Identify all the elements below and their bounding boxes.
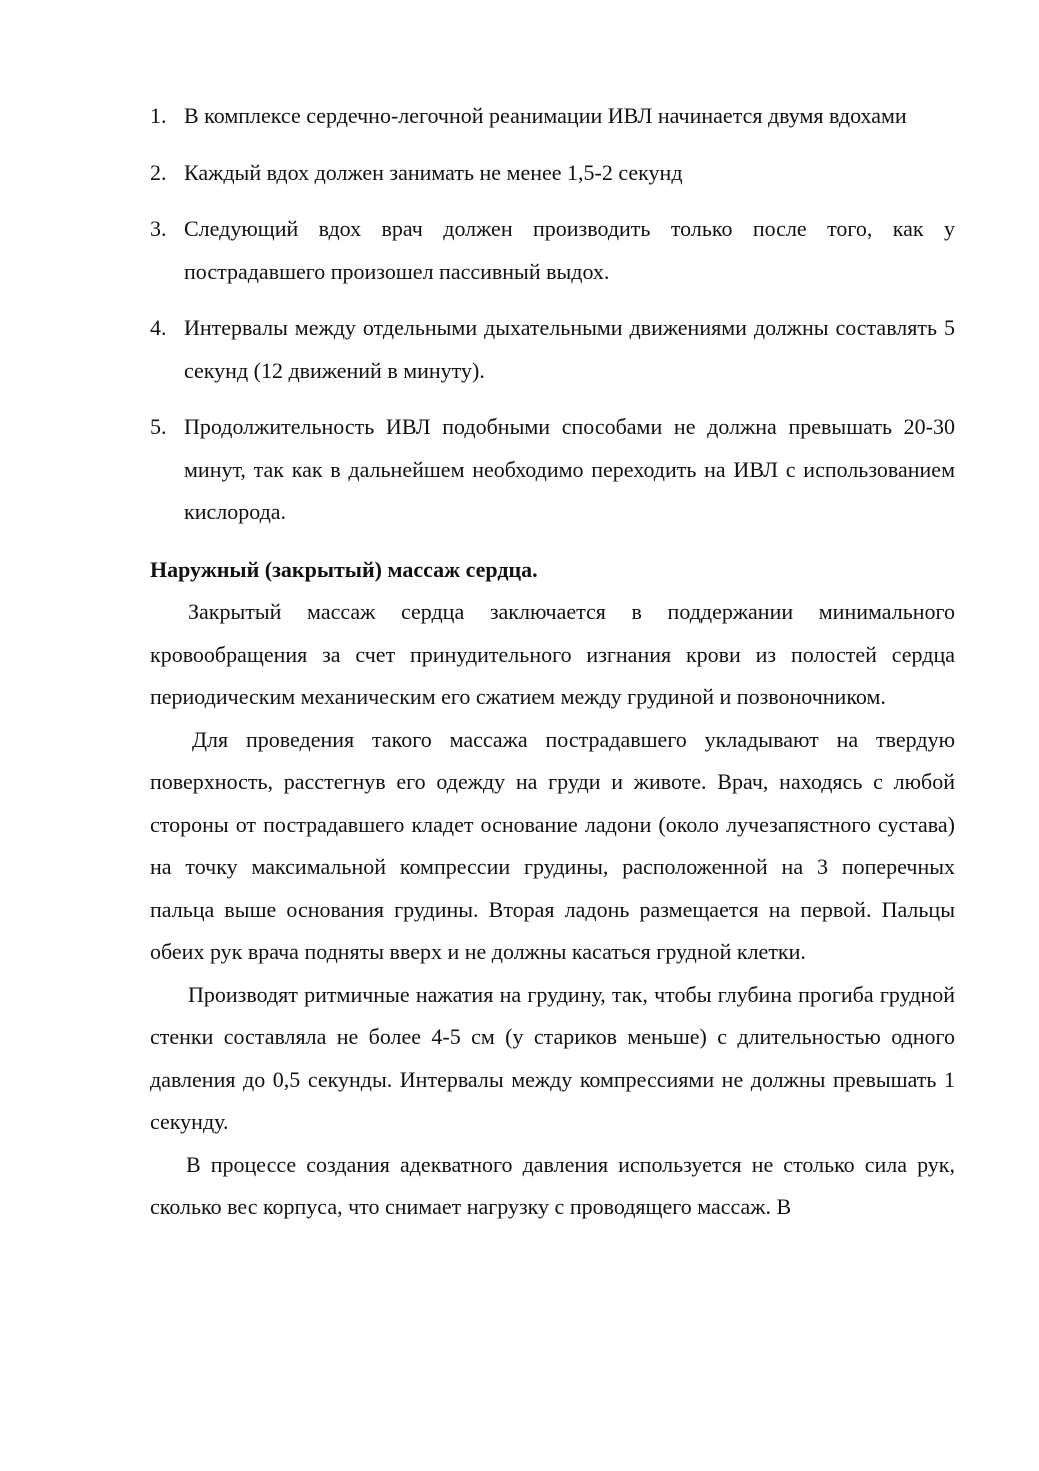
list-item bbox=[150, 95, 955, 138]
section-heading: Наружный (закрытый) массаж сердца. bbox=[150, 556, 538, 582]
list-item-text: Следующий вдох врач должен производить только после того, как у пострадавшего произошел пассивный выдох. bbox=[184, 216, 955, 284]
paragraph: Производят ритмичные нажатия на грудину, так, чтобы глубина прогиба грудной стенки составляла не более 4-5 см (у стариков меньше) с длительностью одного давления до 0,5 секунды. Интервалы между компрессиями не должны превышать 1 секунду. bbox=[150, 981, 955, 1134]
list-item-number: 2. bbox=[150, 159, 167, 185]
list-item-number: 4. bbox=[150, 315, 167, 340]
list-item-number: 3. bbox=[150, 216, 167, 241]
list-item bbox=[150, 208, 955, 293]
numbered-list bbox=[150, 95, 955, 534]
list-item-text: Интервалы между отдельными дыхательными движениями должны составлять 5 секунд (12 движений в минуту). bbox=[184, 315, 955, 383]
list-item-number: 5. bbox=[150, 414, 167, 439]
page-content bbox=[150, 95, 955, 1229]
list-item-number: 1. bbox=[150, 103, 167, 128]
list-item-text: В комплексе сердечно-легочной реанимации ИВЛ начинается двумя вдохами bbox=[184, 103, 907, 128]
list-item-text: Продолжительность ИВЛ подобными способами не должна превышать 20-30 минут, так как в дальнейшем необходимо переходить на ИВЛ с использованием кислорода. bbox=[184, 414, 955, 524]
list-item bbox=[150, 406, 955, 534]
list-item bbox=[150, 307, 955, 392]
paragraph: В процессе создания адекватного давления используется не столько сила рук, сколько вес корпуса, что снимает нагрузку с проводящего массаж. В bbox=[150, 1151, 955, 1219]
paragraph: Закрытый массаж сердца заключается в поддержании минимального кровообращения за счет принудительного изгнания крови из полостей сердца периодическим механическим его сжатием между грудиной и позвоночником. bbox=[150, 599, 955, 709]
list-item bbox=[150, 152, 955, 195]
paragraph: Для проведения такого массажа пострадавшего укладывают на твердую поверхность, расстегнув его одежду на груди и животе. Врач, находясь с любой стороны от пострадавшего кладет основание ладони (около лучезапястного сустава) на точку максимальной компрессии грудины, расположенной на 3 поперечных пальца выше основания грудины. Вторая ладонь размещается на первой. Пальцы обеих рук врача подняты вверх и не должны касаться грудной клетки. bbox=[150, 726, 955, 964]
list-item-text: Каждый вдох должен занимать не менее 1,5-2 секунд bbox=[184, 159, 683, 185]
